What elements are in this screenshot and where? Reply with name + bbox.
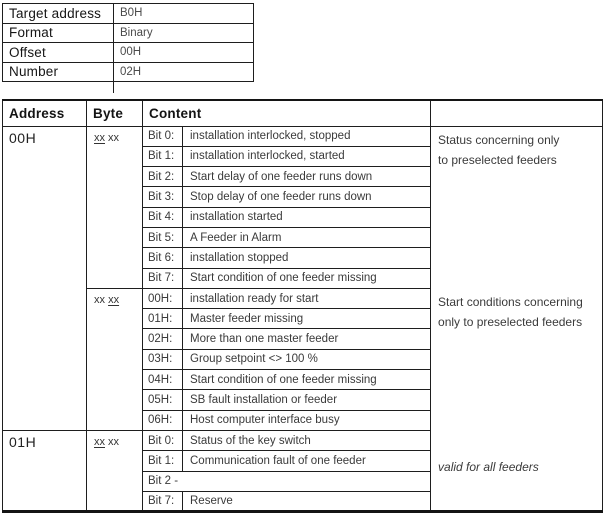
bit-desc-cell: Start condition of one feeder missing (183, 268, 431, 288)
bit-key-cell: Bit 3: (143, 187, 183, 207)
code-desc-cell: Start condition of one feeder missing (183, 370, 431, 390)
notes-cell (431, 126, 603, 512)
bit-key-cell: Bit 0: (143, 126, 183, 146)
param-value-offset: 00H (114, 43, 254, 63)
content-column-header: Content (143, 100, 431, 126)
table-row (3, 43, 254, 63)
code-key-cell: 04H: (143, 370, 183, 390)
bit-key-cell: Bit 5: (143, 227, 183, 247)
code-desc-cell: Host computer interface busy (183, 410, 431, 430)
parameter-table (2, 3, 254, 82)
bit-key-cell: Bit 1: (143, 451, 183, 471)
code-key-cell: 05H: (143, 390, 183, 410)
bit-desc-cell: installation interlocked, stopped (183, 126, 431, 146)
byte-cell-group1: xx xx (87, 126, 143, 288)
divider-tick (113, 81, 114, 93)
notes-column-header (431, 100, 603, 126)
bit-desc-cell: A Feeder in Alarm (183, 227, 431, 247)
code-desc-cell: Group setpoint <> 100 % (183, 349, 431, 369)
code-desc-cell: installation ready for start (183, 288, 431, 308)
bit-desc-cell: installation started (183, 207, 431, 227)
bit-key-cell: Bit 6: (143, 248, 183, 268)
param-label-format: Format (3, 23, 114, 43)
address-column-header: Address (3, 100, 87, 126)
bit-desc-cell: installation stopped (183, 248, 431, 268)
table-row (3, 4, 254, 24)
code-key-cell: 02H: (143, 329, 183, 349)
byte-column-header: Byte (87, 100, 143, 126)
param-label-target-address: Target address (3, 4, 114, 24)
param-value-target-address: B0H (114, 4, 254, 24)
code-desc-cell: Master feeder missing (183, 309, 431, 329)
table-row (3, 23, 254, 43)
param-label-offset: Offset (3, 43, 114, 63)
param-label-number: Number (3, 62, 114, 82)
bit-key-cell: Bit 7: (143, 268, 183, 288)
bit-key-cell: Bit 4: (143, 207, 183, 227)
address-cell-00h: 00H (3, 126, 87, 430)
param-value-number: 02H (114, 62, 254, 82)
register-table (2, 99, 603, 513)
bit-desc-cell: installation interlocked, started (183, 146, 431, 166)
header-row (3, 100, 603, 126)
table-row (3, 126, 603, 146)
note-group2: Start conditions concerning only to preselected feeders (438, 294, 583, 329)
code-key-cell: 01H: (143, 309, 183, 329)
bit-desc-cell: Reserve (183, 491, 431, 511)
bit-key-cell: Bit 1: (143, 146, 183, 166)
param-value-format: Binary (114, 23, 254, 43)
byte-cell-group2: xx xx (87, 288, 143, 430)
code-key-cell: 06H: (143, 410, 183, 430)
note-group1: Status concerning only to preselected feeders (438, 132, 560, 167)
note-group3: valid for all feeders (438, 459, 539, 474)
bit-key-cell: Bit 7: (143, 491, 183, 511)
byte-cell-group3: xx xx (87, 430, 143, 511)
bit-key-cell: Bit 0: (143, 430, 183, 450)
table-row (3, 62, 254, 82)
bit-desc-cell: Communication fault of one feeder (183, 451, 431, 471)
bit-desc-cell: Status of the key switch (183, 430, 431, 450)
code-desc-cell: More than one master feeder (183, 329, 431, 349)
address-cell-01h: 01H (3, 430, 87, 511)
code-key-cell: 03H: (143, 349, 183, 369)
bit-key-cell: Bit 2: (143, 167, 183, 187)
bit-desc-cell: Start delay of one feeder runs down (183, 167, 431, 187)
bit-range-cell: Bit 2 - (143, 471, 431, 491)
code-key-cell: 00H: (143, 288, 183, 308)
bit-desc-cell: Stop delay of one feeder runs down (183, 187, 431, 207)
code-desc-cell: SB fault installation or feeder (183, 390, 431, 410)
